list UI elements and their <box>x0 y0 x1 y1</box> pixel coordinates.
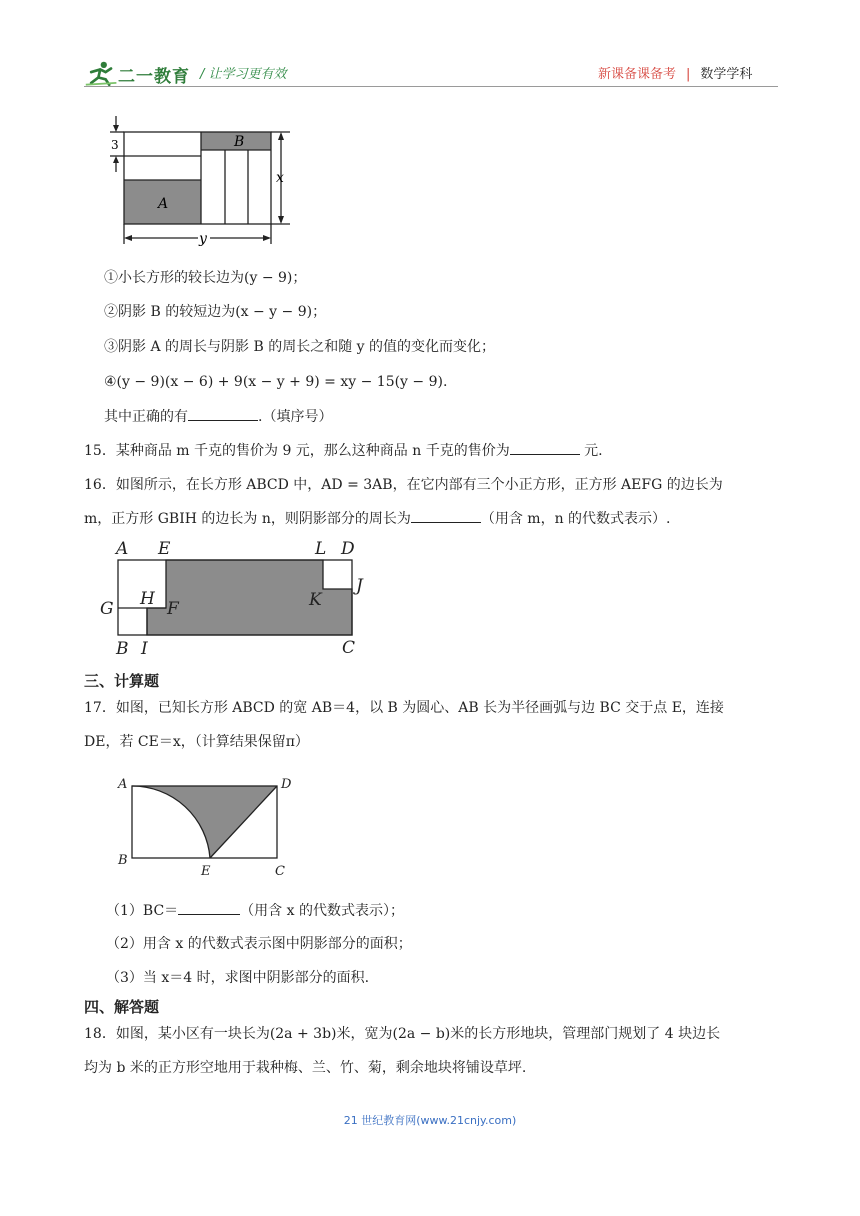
figure-q16 <box>96 536 376 660</box>
header-subject: 数学学科 <box>700 67 753 82</box>
q16-text: m，正方形 GBIH 的边长为 n，则阴影部分的周长为 <box>84 511 411 527</box>
q17-line-2: DE，若 CE＝x，（计算结果保留π） <box>84 734 309 750</box>
label-c: C <box>275 864 285 879</box>
q14-statement-4: ④(y − 9)(x − 6) + 9(x − y + 9) = xy − 15(y − 9). <box>104 374 448 390</box>
header-slogan: / 让学习更有效 <box>200 67 287 82</box>
label-b: B <box>116 639 129 659</box>
q17-part-3: （3）当 x＝4 时，求图中阴影部分的面积. <box>106 970 370 986</box>
q17-answer-blank[interactable] <box>178 900 240 915</box>
label-e: E <box>158 539 171 559</box>
runner-logo-icon <box>84 58 120 88</box>
label-d: D <box>281 777 292 792</box>
label-j: J <box>356 576 363 596</box>
q16-suffix: （用含 m，n 的代数式表示）. <box>480 511 671 527</box>
label-a: A <box>158 196 169 212</box>
q18-line-2: 均为 b 米的正方形空地用于栽种梅、兰、竹、菊，剩余地块将铺设草坪. <box>84 1060 527 1076</box>
q14-statement-2: ②阴影 B 的较短边为(x − y − 9)； <box>104 304 327 320</box>
q15-text: 15．某种商品 m 千克的售价为 9 元，那么这种商品 n 千克的售价为 <box>84 443 510 459</box>
label-y: y <box>199 231 207 247</box>
q17-part-2: （2）用含 x 的代数式表示图中阴影部分的面积； <box>106 936 412 952</box>
q14-statement-3: ③阴影 A 的周长与阴影 B 的周长之和随 y 的值的变化而变化； <box>104 339 496 355</box>
q15-answer-blank[interactable] <box>510 440 580 455</box>
q17-line-1: 17．如图，已知长方形 ABCD 的宽 AB＝4，以 B 为圆心、AB 长为半径画弧与边 BC 交于点 E，连接 <box>84 700 724 716</box>
label-c: C <box>342 638 356 658</box>
label-d: D <box>341 539 355 559</box>
q17-part-1-text: （1）BC＝ <box>106 903 179 919</box>
label-g: G <box>100 599 114 619</box>
q16-answer-blank[interactable] <box>411 508 481 523</box>
label-h: H <box>140 589 155 609</box>
label-l: L <box>315 539 327 559</box>
q16-line-2 <box>84 508 671 529</box>
q14-answer-prompt: 其中正确的有 <box>104 409 188 425</box>
q14-answer-suffix: .（填序号） <box>258 409 333 425</box>
q14-answer-line <box>104 406 332 427</box>
header-right <box>598 63 752 82</box>
label-b: B <box>234 134 245 150</box>
label-x: x <box>276 170 284 186</box>
q14-answer-blank[interactable] <box>188 406 258 421</box>
q14-statement-1: ①小长方形的较长边为(y − 9)； <box>104 270 307 286</box>
logo-text: 二一教育 <box>118 67 190 87</box>
label-f: F <box>167 599 179 619</box>
header-divider <box>84 86 778 87</box>
figure-q14 <box>100 112 300 248</box>
q16-line-1: 16．如图所示，在长方形 ABCD 中，AD = 3AB，在它内部有三个小正方形，正方形 AEFG 的边长为 <box>84 477 723 493</box>
header-course-label: 新课备课备考 <box>598 67 677 82</box>
section-3-heading: 三、计算题 <box>84 672 160 690</box>
header-separator: | <box>686 67 691 82</box>
label-i: I <box>141 639 148 659</box>
footer-source[interactable]: 21 世纪教育网(www.21cnjy.com) <box>343 1114 517 1127</box>
section-4-heading: 四、解答题 <box>84 998 160 1016</box>
label-a: A <box>116 539 129 559</box>
label-b: B <box>118 853 128 868</box>
q15-line <box>84 440 603 461</box>
q17-part-1-suffix: （用含 x 的代数式表示）； <box>240 903 404 919</box>
label-3: 3 <box>111 138 119 152</box>
q18-line-1: 18．如图，某小区有一块长为(2a + 3b)米，宽为(2a − b)米的长方形地块，管理部门规划了 4 块边长 <box>84 1026 721 1042</box>
label-a: A <box>118 777 128 792</box>
q15-suffix: 元. <box>579 443 603 459</box>
label-k: K <box>309 590 322 610</box>
label-e: E <box>201 864 211 879</box>
shaded-region <box>132 786 277 858</box>
figure-q17 <box>112 772 302 882</box>
q17-part-1 <box>106 900 404 921</box>
